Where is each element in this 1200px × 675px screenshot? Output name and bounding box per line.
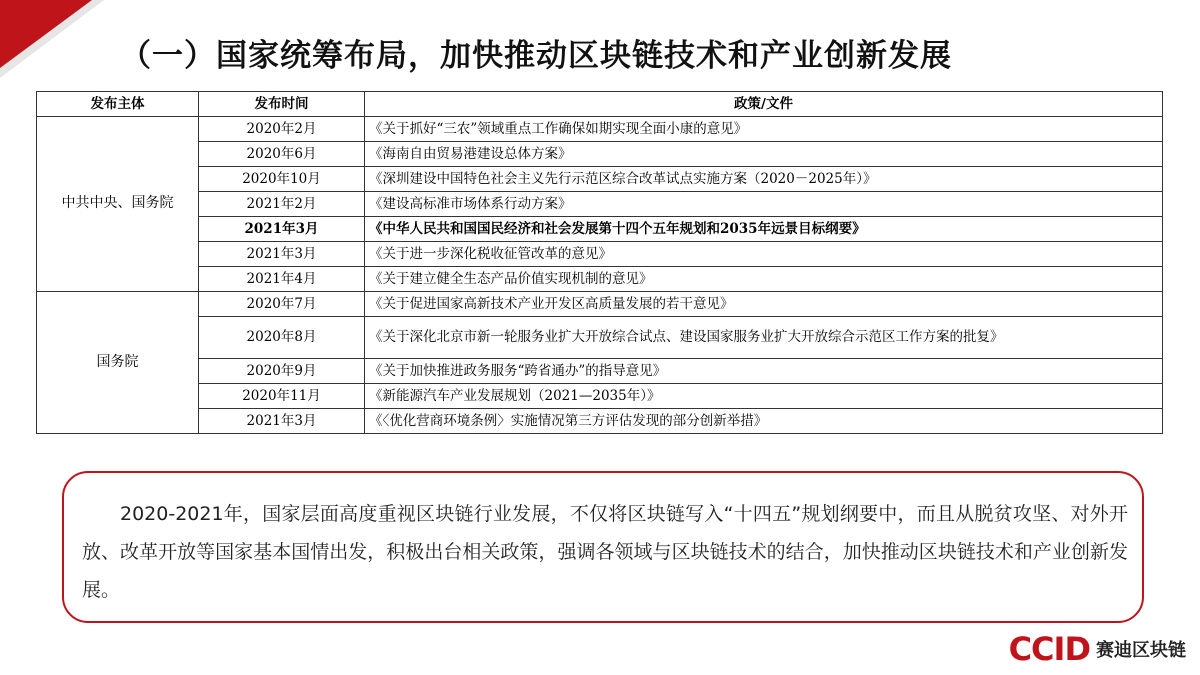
- date-cell: 2021年3月: [199, 217, 365, 242]
- issuer-cell: 中共中央、国务院: [37, 117, 199, 292]
- table-row: [37, 242, 1163, 267]
- table-row: [37, 192, 1163, 217]
- table-row: [37, 217, 1163, 242]
- table-row: [37, 117, 1163, 142]
- document-cell: 《中华人民共和国国民经济和社会发展第十四个五年规划和2035年远景目标纲要》: [365, 217, 1163, 242]
- table-row: [37, 359, 1163, 384]
- document-cell: 《关于建立健全生态产品价值实现机制的意见》: [365, 267, 1163, 292]
- table-row: [37, 292, 1163, 317]
- document-cell: 《关于促进国家高新技术产业开发区高质量发展的若干意见》: [365, 292, 1163, 317]
- issuer-cell: 国务院: [37, 292, 199, 434]
- date-cell: 2020年2月: [199, 117, 365, 142]
- document-cell: 《新能源汽车产业发展规划（2021—2035年）》: [365, 384, 1163, 409]
- corner-decoration: [0, 0, 92, 68]
- logo-text: 赛迪区块链: [1096, 640, 1186, 661]
- date-cell: 2021年3月: [199, 242, 365, 267]
- date-cell: 2020年9月: [199, 359, 365, 384]
- table-header-row: [37, 92, 1163, 117]
- logo-mark: CCID: [1008, 630, 1090, 668]
- document-cell: 《关于深化北京市新一轮服务业扩大开放综合试点、建设国家服务业扩大开放综合示范区工作方案的批复》: [365, 317, 1163, 359]
- header-issuer: 发布主体: [37, 92, 199, 117]
- document-cell: 《深圳建设中国特色社会主义先行示范区综合改革试点实施方案（2020－2025年）》: [365, 167, 1163, 192]
- date-cell: 2020年11月: [199, 384, 365, 409]
- policy-table: [36, 91, 1163, 434]
- date-cell: 2020年10月: [199, 167, 365, 192]
- document-cell: 《关于进一步深化税收征管改革的意见》: [365, 242, 1163, 267]
- document-cell: 《关于加快推进政务服务“跨省通办”的指导意见》: [365, 359, 1163, 384]
- summary-text: 2020-2021年，国家层面高度重视区块链行业发展，不仅将区块链写入“十四五”规划纲要中，而且从脱贫攻坚、对外开放、改革开放等国家基本国情出发，积极出台相关政策，强调各领域与区块链技术的结合，加快推动区块链技术和产业创新发展。: [82, 503, 1128, 601]
- table-row: [37, 317, 1163, 359]
- date-cell: 2021年2月: [199, 192, 365, 217]
- summary-callout: [62, 471, 1144, 623]
- date-cell: 2021年3月: [199, 409, 365, 434]
- table-row: [37, 384, 1163, 409]
- table-row: [37, 267, 1163, 292]
- document-cell: 《海南自由贸易港建设总体方案》: [365, 142, 1163, 167]
- table-row: [37, 409, 1163, 434]
- date-cell: 2020年6月: [199, 142, 365, 167]
- table-row: [37, 142, 1163, 167]
- date-cell: 2020年7月: [199, 292, 365, 317]
- page-title: （一）国家统筹布局，加快推动区块链技术和产业创新发展: [120, 38, 952, 74]
- header-date: 发布时间: [199, 92, 365, 117]
- header-document: 政策/文件: [365, 92, 1163, 117]
- document-cell: 《〈优化营商环境条例〉实施情况第三方评估发现的部分创新举措》: [365, 409, 1163, 434]
- date-cell: 2021年4月: [199, 267, 365, 292]
- document-cell: 《关于抓好“三农”领域重点工作确保如期实现全面小康的意见》: [365, 117, 1163, 142]
- document-cell: 《建设高标准市场体系行动方案》: [365, 192, 1163, 217]
- table-row: [37, 167, 1163, 192]
- date-cell: 2020年8月: [199, 317, 365, 359]
- ccid-logo: [1009, 629, 1186, 669]
